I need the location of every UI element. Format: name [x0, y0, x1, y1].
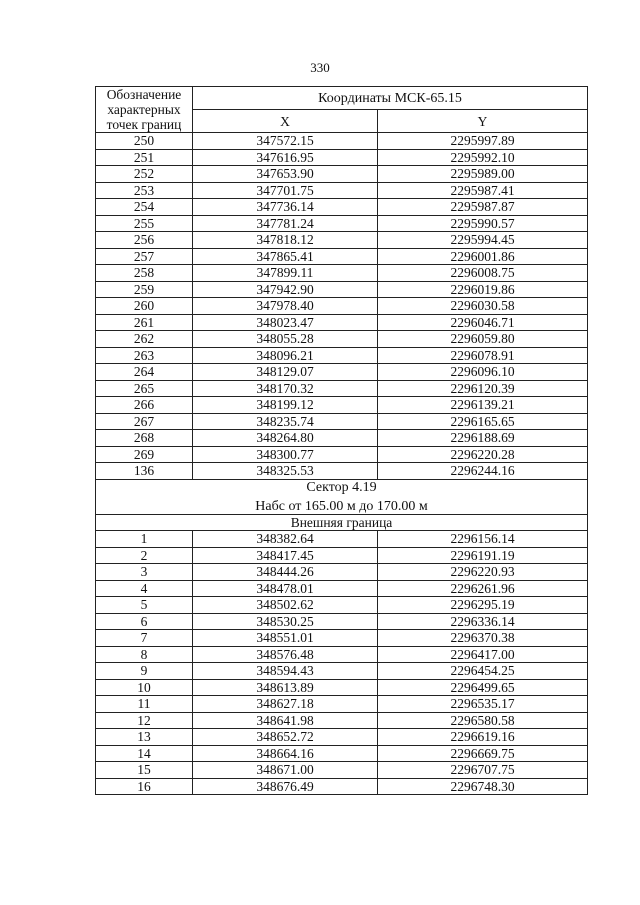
point-number-cell: 256 [96, 232, 193, 249]
x-coordinate-cell: 347818.12 [193, 232, 378, 249]
y-coordinate-cell: 2296096.10 [378, 364, 588, 381]
y-coordinate-cell: 2296295.19 [378, 597, 588, 614]
table-row [96, 729, 588, 746]
point-number-cell: 1 [96, 531, 193, 548]
x-coordinate-cell: 348023.47 [193, 314, 378, 331]
x-coordinate-cell: 348576.48 [193, 646, 378, 663]
y-coordinate-cell: 2295997.89 [378, 133, 588, 150]
point-number-cell: 9 [96, 663, 193, 680]
point-number-cell: 4 [96, 580, 193, 597]
y-coordinate-cell: 2296370.38 [378, 630, 588, 647]
point-number-cell: 2 [96, 547, 193, 564]
x-coordinate-cell: 348641.98 [193, 712, 378, 729]
x-coordinate-cell: 348199.12 [193, 397, 378, 414]
y-coordinate-cell: 2296191.19 [378, 547, 588, 564]
table-row [96, 281, 588, 298]
point-number-cell: 13 [96, 729, 193, 746]
point-number-cell: 253 [96, 182, 193, 199]
x-coordinate-cell: 347572.15 [193, 133, 378, 150]
y-coordinate-cell: 2296454.25 [378, 663, 588, 680]
page-number: 330 [310, 60, 330, 75]
table-row [96, 347, 588, 364]
point-number-cell: 3 [96, 564, 193, 581]
point-number-cell: 263 [96, 347, 193, 364]
points-block-a [96, 133, 588, 480]
point-number-cell: 262 [96, 331, 193, 348]
table-row [96, 298, 588, 315]
y-coordinate-cell: 2295994.45 [378, 232, 588, 249]
table-row [96, 547, 588, 564]
boundary-label: Внешняя граница [96, 514, 588, 531]
point-designation-header [96, 87, 193, 133]
table-row [96, 430, 588, 447]
x-column-header: X [193, 110, 378, 133]
table-row [96, 597, 588, 614]
x-coordinate-cell: 348417.45 [193, 547, 378, 564]
y-coordinate-cell: 2296078.91 [378, 347, 588, 364]
table-row [96, 248, 588, 265]
y-coordinate-cell: 2296059.80 [378, 331, 588, 348]
x-coordinate-cell: 348300.77 [193, 446, 378, 463]
table-row [96, 133, 588, 150]
table-row [96, 232, 588, 249]
point-number-cell: 252 [96, 166, 193, 183]
y-coordinate-cell: 2296669.75 [378, 745, 588, 762]
y-coordinate-cell: 2296165.65 [378, 413, 588, 430]
point-number-cell: 269 [96, 446, 193, 463]
point-number-cell: 255 [96, 215, 193, 232]
point-number-cell: 5 [96, 597, 193, 614]
table-row [96, 646, 588, 663]
point-number-cell: 266 [96, 397, 193, 414]
point-number-cell: 12 [96, 712, 193, 729]
point-number-cell: 7 [96, 630, 193, 647]
table-row [96, 446, 588, 463]
x-coordinate-cell: 348264.80 [193, 430, 378, 447]
points-block-b [96, 531, 588, 795]
point-number-cell: 11 [96, 696, 193, 713]
x-coordinate-cell: 348170.32 [193, 380, 378, 397]
x-coordinate-cell: 348478.01 [193, 580, 378, 597]
x-coordinate-cell: 348055.28 [193, 331, 378, 348]
y-coordinate-cell: 2296220.28 [378, 446, 588, 463]
point-number-cell: 8 [96, 646, 193, 663]
point-number-cell: 258 [96, 265, 193, 282]
x-coordinate-cell: 348444.26 [193, 564, 378, 581]
header-row [96, 87, 588, 110]
point-number-cell: 259 [96, 281, 193, 298]
y-coordinate-cell: 2296417.00 [378, 646, 588, 663]
point-number-cell: 15 [96, 762, 193, 779]
x-coordinate-cell: 347616.95 [193, 149, 378, 166]
x-coordinate-cell: 348502.62 [193, 597, 378, 614]
point-number-cell: 136 [96, 463, 193, 480]
y-coordinate-cell: 2296619.16 [378, 729, 588, 746]
table-row [96, 314, 588, 331]
table-row [96, 364, 588, 381]
table-row [96, 696, 588, 713]
x-coordinate-cell: 348325.53 [193, 463, 378, 480]
x-coordinate-cell: 348676.49 [193, 778, 378, 795]
table-row [96, 265, 588, 282]
table-row [96, 630, 588, 647]
y-coordinate-cell: 2296001.86 [378, 248, 588, 265]
y-coordinate-cell: 2296499.65 [378, 679, 588, 696]
sector-cell [96, 479, 588, 514]
sector-height-range: Набс от 165.00 м до 170.00 м [255, 498, 428, 514]
y-coordinate-cell: 2296008.75 [378, 265, 588, 282]
point-number-cell: 260 [96, 298, 193, 315]
x-coordinate-cell: 348235.74 [193, 413, 378, 430]
table-row [96, 215, 588, 232]
x-coordinate-cell: 348664.16 [193, 745, 378, 762]
table-row [96, 380, 588, 397]
header-label-line-2: характерных [107, 102, 181, 117]
x-coordinate-cell: 348096.21 [193, 347, 378, 364]
x-coordinate-cell: 348594.43 [193, 663, 378, 680]
coordinates-table [95, 86, 588, 795]
table-row [96, 531, 588, 548]
point-number-cell: 6 [96, 613, 193, 630]
y-coordinate-cell: 2296188.69 [378, 430, 588, 447]
y-coordinate-cell: 2295987.41 [378, 182, 588, 199]
y-coordinate-cell: 2296748.30 [378, 778, 588, 795]
point-number-cell: 268 [96, 430, 193, 447]
y-coordinate-cell: 2295989.00 [378, 166, 588, 183]
table-row [96, 613, 588, 630]
point-number-cell: 265 [96, 380, 193, 397]
y-coordinate-cell: 2296336.14 [378, 613, 588, 630]
table-row [96, 679, 588, 696]
table-row [96, 745, 588, 762]
point-number-cell: 16 [96, 778, 193, 795]
sector-block [96, 479, 588, 531]
x-coordinate-cell: 347701.75 [193, 182, 378, 199]
x-coordinate-cell: 348530.25 [193, 613, 378, 630]
y-coordinate-cell: 2296261.96 [378, 580, 588, 597]
x-coordinate-cell: 347978.40 [193, 298, 378, 315]
y-coordinate-cell: 2295992.10 [378, 149, 588, 166]
point-number-cell: 267 [96, 413, 193, 430]
x-coordinate-cell: 348129.07 [193, 364, 378, 381]
boundary-row [96, 514, 588, 531]
y-coordinate-cell: 2296120.39 [378, 380, 588, 397]
table-row [96, 663, 588, 680]
point-number-cell: 257 [96, 248, 193, 265]
point-number-cell: 14 [96, 745, 193, 762]
table-row [96, 199, 588, 216]
table-row [96, 580, 588, 597]
table-row [96, 166, 588, 183]
y-coordinate-cell: 2296244.16 [378, 463, 588, 480]
header-label-line-1: Обозначение [106, 87, 182, 102]
y-coordinate-cell: 2296139.21 [378, 397, 588, 414]
y-coordinate-cell: 2296156.14 [378, 531, 588, 548]
x-coordinate-cell: 347899.11 [193, 265, 378, 282]
table-row [96, 182, 588, 199]
x-coordinate-cell: 348551.01 [193, 630, 378, 647]
point-number-cell: 251 [96, 149, 193, 166]
y-coordinate-cell: 2296030.58 [378, 298, 588, 315]
table-row [96, 762, 588, 779]
y-coordinate-cell: 2296707.75 [378, 762, 588, 779]
x-coordinate-cell: 347736.14 [193, 199, 378, 216]
x-coordinate-cell: 347653.90 [193, 166, 378, 183]
y-column-header: Y [378, 110, 588, 133]
x-coordinate-cell: 348382.64 [193, 531, 378, 548]
point-number-cell: 10 [96, 679, 193, 696]
x-coordinate-cell: 347942.90 [193, 281, 378, 298]
y-coordinate-cell: 2296580.58 [378, 712, 588, 729]
y-coordinate-cell: 2296535.17 [378, 696, 588, 713]
x-coordinate-cell: 348652.72 [193, 729, 378, 746]
point-number-cell: 254 [96, 199, 193, 216]
coordinates-system-header: Координаты МСК-65.15 [193, 87, 588, 110]
table-row [96, 149, 588, 166]
table-row [96, 778, 588, 795]
table-row [96, 463, 588, 480]
y-coordinate-cell: 2296220.93 [378, 564, 588, 581]
x-coordinate-cell: 347865.41 [193, 248, 378, 265]
x-coordinate-cell: 348671.00 [193, 762, 378, 779]
y-coordinate-cell: 2296046.71 [378, 314, 588, 331]
table-row [96, 397, 588, 414]
y-coordinate-cell: 2295990.57 [378, 215, 588, 232]
x-coordinate-cell: 348613.89 [193, 679, 378, 696]
y-coordinate-cell: 2295987.87 [378, 199, 588, 216]
table-row [96, 331, 588, 348]
header-label-line-3: точек границ [106, 117, 182, 132]
x-coordinate-cell: 348627.18 [193, 696, 378, 713]
sector-row [96, 479, 588, 514]
point-number-cell: 261 [96, 314, 193, 331]
table-row [96, 564, 588, 581]
x-coordinate-cell: 347781.24 [193, 215, 378, 232]
point-number-cell: 250 [96, 133, 193, 150]
point-number-cell: 264 [96, 364, 193, 381]
y-coordinate-cell: 2296019.86 [378, 281, 588, 298]
table-row [96, 413, 588, 430]
table-row [96, 712, 588, 729]
sector-title: Сектор 4.19 [306, 479, 377, 495]
